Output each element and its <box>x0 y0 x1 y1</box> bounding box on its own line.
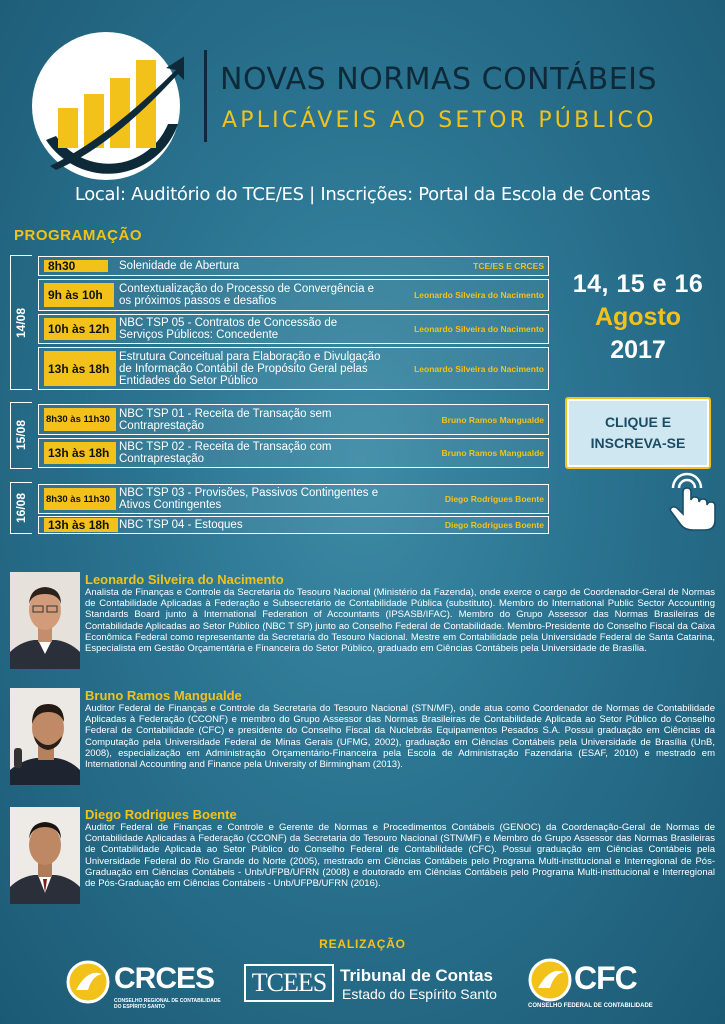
row-description: Estrutura Conceitual para Elaboração e Divulgação de Informação Contábil de Propósito Geral pelas Entidades do Setor Público <box>119 350 381 387</box>
speaker-description: Auditor Federal de Finanças e Controle e Gerente de Normas e Procedimentos Contábeis (GENOC) da Coordenação-Geral de Normas de Contabilidade Aplicadas à Federação (CCONF) da Secretaria do Tesouro Nacional (STN/MF) e Membro do Grupo Assessor das Normas Brasileiras de Contabilidade Aplicada ao Setor Público do Conselho Federal de Contabilidade (CFC). Possui graduação em Ciências Contábeis pela Universidade Federal do Rio Grande do Norte (2005), mestrado em Ciências Contábeis pelo Programa Multi-institucional e Interregional de Pós-Graduação em Ciências Contábeis - Unb/UFPB/UFRN (2008) e doutorado em Ciências Contábeis pelo Programa Multi-institucional e Interregional de Pós-Graduação em Ciências Contábeis - Unb/UFPB/UFRN (2016). <box>85 822 715 890</box>
row-time: 10h às 12h <box>44 318 116 340</box>
cfc-name: CFC <box>574 960 637 996</box>
organizers-heading: REALIZAÇÃO <box>319 937 406 951</box>
speaker-photo <box>10 688 80 785</box>
row-time: 13h às 18h <box>44 351 116 386</box>
pointing-hand-icon[interactable] <box>665 470 719 532</box>
row-speaker: TCE/ES E CRCES <box>473 261 544 271</box>
speaker-description: Analista de Finanças e Controle da Secretaria do Tesouro Nacional (Ministério da Fazenda), onde exerce o cargo de Coordenador-Geral de Normas de Contabilidade Aplicadas à Federação e Subsecretário de Contabilidade Pública (substituto). Membro do International Public Sector Accounting Standards Board junto à International Federation of Accountants (IPSASB/IFAC). Membro do Grupo Assessor das Normas Brasileiras de Contabilidade Aplicadas ao Setor Público (NBC T SP) junto ao Conselho Federal de Contabilidade. Membro-Presidente do Conselho Fiscal da Caixa Econômica Federal como representante da Secretaria do Tesouro Nacional. Mestre em Contabilidade pela Universidade Federal de Santa Catarina, Especialista em Gestão Orçamentária e Financeira do Setor Público, graduado em Ciências Contábeis pela Universidade de Brasília. <box>85 587 715 655</box>
row-time: 9h às 10h <box>44 283 114 307</box>
day-label: 14/08 <box>14 307 28 338</box>
crces-emblem-icon <box>66 960 110 1004</box>
speaker-description: Auditor Federal de Finanças e Controle da Secretaria do Tesouro Nacional (STN/MF), onde atua como Coordenador de Normas de Contabilidade Aplicadas à Federação (CCONF) e membro do Grupo Assessor das Normas Brasileiras de Contabilidade Aplicada ao Setor Público do Conselho Federal de Contabilidade (CFC) e presidente do Conselho Fiscal da Nuclebrás Equipamentos Pesados S.A. Possui graduação em Ciências da Computação pela Universidade Federal de Minas Gerais (UFMG, 2002), graduação em Ciências Contábeis pela Universidade de Brasília (UnB, 2008), especialização em Administração Orçamentário-Financeira pela Escola de Administração Fazendária (ESAF, 2010) e mestrado em International Accounting and Finance pela University of Birmingham (2013). <box>85 703 715 771</box>
row-description: NBC TSP 04 - Estoques <box>119 519 243 531</box>
row-speaker: Leonardo Silveira do Nacimento <box>414 290 544 300</box>
speaker-bio <box>10 807 715 907</box>
dates-month: Agosto <box>594 303 682 331</box>
row-speaker: Bruno Ramos Mangualde <box>441 448 544 458</box>
program-row <box>38 347 549 390</box>
row-description: NBC TSP 05 - Contratos de Concessão de Serviços Públicos: Concedente <box>119 317 338 341</box>
signup-line2: INSCREVA-SE <box>590 435 686 451</box>
row-speaker: Leonardo Silveira do Nacimento <box>414 324 544 334</box>
row-description: Solenidade de Abertura <box>119 260 240 272</box>
row-time: 13h às 18h <box>44 518 118 532</box>
dates-days: 14, 15 e 16 <box>572 270 704 298</box>
crces-logo <box>66 958 226 1014</box>
title-divider <box>204 50 207 142</box>
row-description: NBC TSP 03 - Provisões, Passivos Contingentes e Ativos Contingentes <box>119 487 379 511</box>
program-row <box>38 314 549 344</box>
cfc-caption: CONSELHO FEDERAL DE CONTABILIDADE <box>528 1003 653 1009</box>
row-description: NBC TSP 01 - Receita de Transação sem Contraprestação <box>119 407 332 432</box>
event-title: NOVAS NORMAS CONTÁBEIS <box>220 62 658 97</box>
crces-caption: CONSELHO REGIONAL DE CONTABILIDADE DO ESPÍRITO SANTO <box>114 998 221 1010</box>
dates-year: 2017 <box>610 336 666 364</box>
program-row <box>38 404 549 435</box>
row-speaker: Leonardo Silveira do Nacimento <box>414 363 544 374</box>
cfc-emblem-icon <box>528 958 572 1002</box>
speaker-bio <box>10 688 715 798</box>
row-description: Contextualização do Processo de Convergência e os próximos passos e desafios <box>119 283 375 307</box>
day-label: 15/08 <box>14 419 28 450</box>
row-speaker: Bruno Ramos Mangualde <box>441 414 544 425</box>
event-dates <box>558 270 718 365</box>
speaker-name: Diego Rodrigues Boente <box>85 807 237 822</box>
row-time: 8h30 às 11h30 <box>44 488 116 510</box>
signup-button[interactable] <box>565 397 711 469</box>
location-line: Local: Auditório do TCE/ES | Inscrições: Portal da Escola de Contas <box>74 184 651 205</box>
row-time: 8h30 às 11h30 <box>44 408 116 431</box>
chart-logo-icon <box>28 28 184 184</box>
row-speaker: Diego Rodrigues Boente <box>444 520 544 530</box>
row-speaker: Diego Rodrigues Boente <box>444 494 544 504</box>
row-time: 13h às 18h <box>44 442 116 464</box>
row-time: 8h30 <box>44 260 108 272</box>
tcees-line2: Estado do Espírito Santo <box>342 986 497 1002</box>
event-subtitle: APLICÁVEIS AO SETOR PÚBLICO <box>222 108 657 133</box>
speaker-photo <box>10 807 80 904</box>
signup-line1: CLIQUE E <box>604 414 672 430</box>
tcees-line1: Tribunal de Contas <box>340 966 494 985</box>
program-row <box>38 484 549 514</box>
cfc-logo <box>528 958 668 1014</box>
program-row <box>38 438 549 468</box>
tcees-logo <box>244 958 497 1014</box>
speaker-bio <box>10 572 715 672</box>
speaker-name: Leonardo Silveira do Nacimento <box>85 572 284 587</box>
program-row <box>38 279 549 311</box>
speaker-photo <box>10 572 80 669</box>
speaker-name: Bruno Ramos Mangualde <box>85 688 242 703</box>
program-row <box>38 516 549 534</box>
program-heading: PROGRAMAÇÃO <box>14 227 142 244</box>
day-label: 16/08 <box>14 492 28 523</box>
row-description: NBC TSP 02 - Receita de Transação com Contraprestação <box>119 441 332 465</box>
crces-name: CRCES <box>114 962 215 995</box>
tcees-mark: TCEES <box>244 964 334 1002</box>
program-row <box>38 256 549 276</box>
